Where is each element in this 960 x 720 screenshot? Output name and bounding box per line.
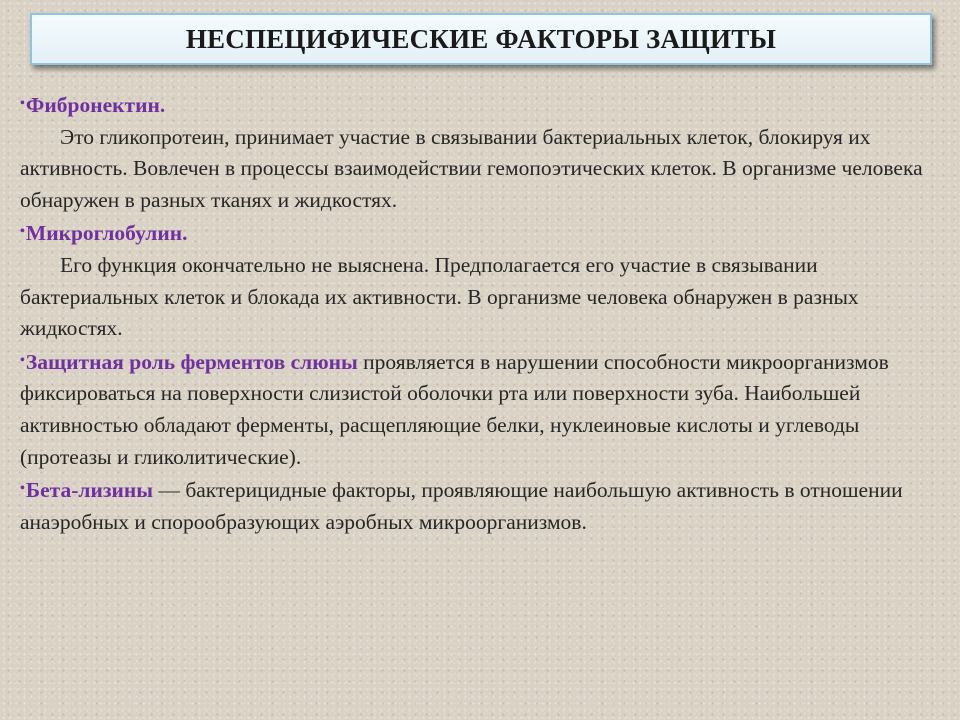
item-saliva-enzymes — [20, 345, 935, 473]
slide-title-banner — [30, 13, 932, 65]
item-body: Его функция окончательно не выяснена. Предполагается его участие в связывании бактериальных клеток и блокада их активности. В организме человека обнаружен в разных жидкостях. — [20, 252, 859, 341]
item-body: — бактерицидные факторы, проявляющие наибольшую активность в отношении анаэробных и спорообразующих аэробных микроорганизмов. — [20, 478, 903, 534]
bullet-icon: • — [20, 481, 25, 497]
item-microglobulin — [20, 216, 935, 250]
bullet-icon: • — [20, 352, 25, 368]
item-fibronectin — [20, 88, 935, 122]
item-term: Микроглобулин. — [25, 221, 188, 246]
bullet-icon: • — [20, 96, 25, 111]
slide-title: НЕСПЕЦИФИЧЕСКИЕ ФАКТОРЫ ЗАЩИТЫ — [185, 23, 777, 54]
item-term: Защитная роль ферментов слюны — [25, 349, 358, 374]
slide-content — [20, 88, 935, 538]
item-body: проявляется в нарушении способности микроорганизмов фиксироваться на поверхности слизистой оболочки рта или поверхности зуба. Наибольшей активностью обладают ферменты, расщепляющие белки, нуклеиновые кислоты и углеводы (протеазы и гликолитические). — [20, 349, 889, 469]
item-body: Это гликопротеин, принимает участие в связывании бактериальных клеток, блокируя их активность. Вовлечен в процессы взаимодействии гемопоэтических клеток. В организме человека обнаружен в разных тканях и жидкостях. — [20, 124, 923, 212]
item-term: Фибронектин. — [25, 93, 166, 117]
item-term: Бета-лизины — [25, 478, 154, 503]
bullet-icon: • — [20, 224, 25, 240]
item-beta-lysins — [20, 473, 935, 538]
